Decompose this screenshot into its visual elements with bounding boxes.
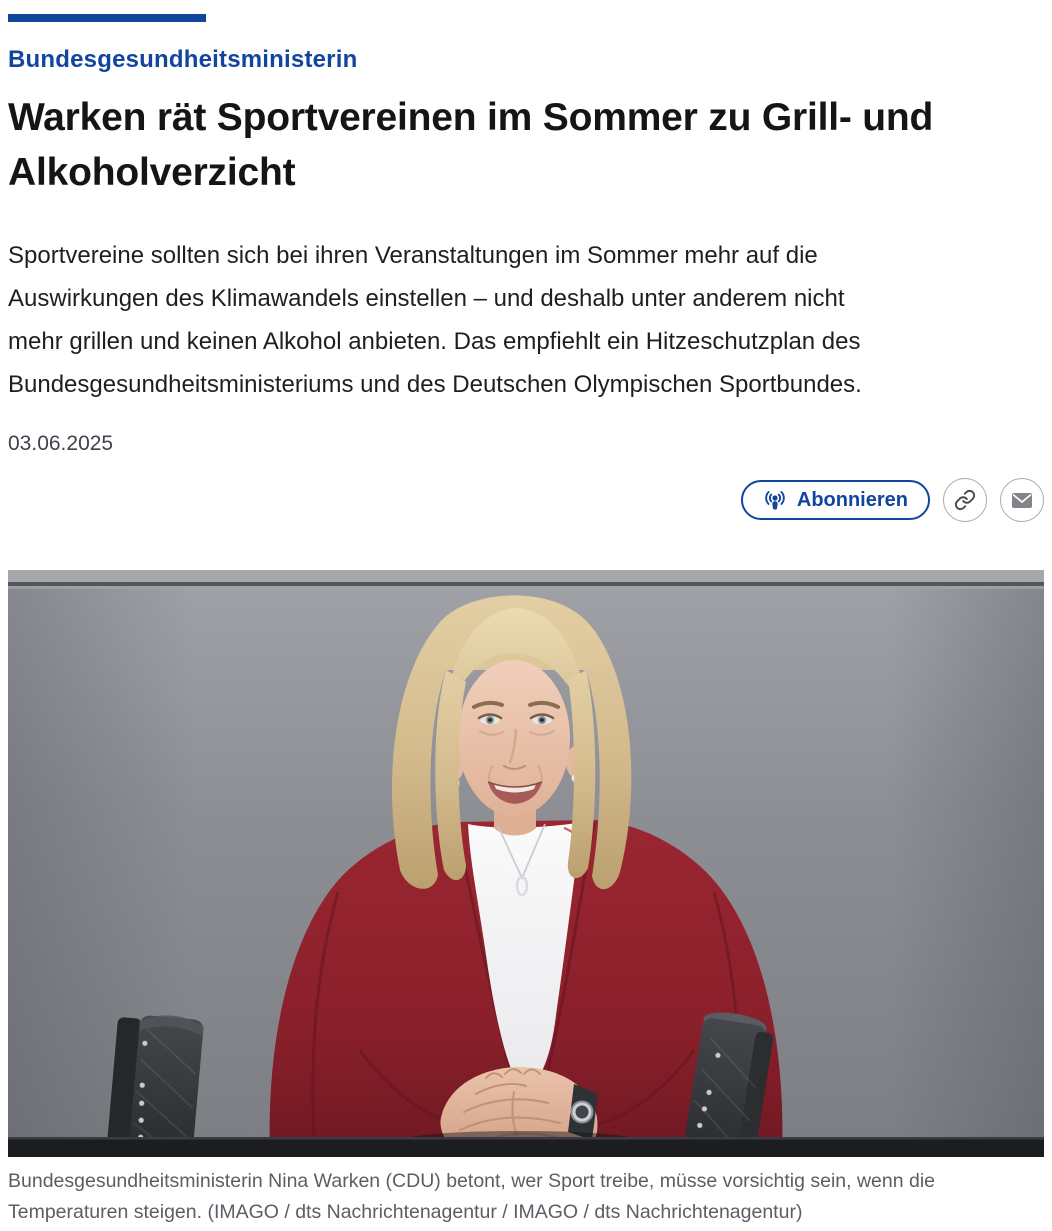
caption-line: Bundesgesundheitsministerin Nina Warken (CDU) betont, wer Sport treibe, müsse vorsichtig sein, wenn die [8,1170,936,1192]
mail-icon [1011,492,1033,509]
page-title [8,90,1044,200]
lead-paragraph [8,234,1044,406]
share-link-button[interactable] [943,478,987,522]
subscribe-button[interactable] [741,480,930,520]
publish-date: 03.06.2025 [8,432,114,455]
podcast-icon [763,488,787,512]
subscribe-button-label: Abonnieren [796,488,908,511]
lead-line: Sportvereine sollten sich bei ihren Veranstaltungen im Sommer mehr auf die [8,242,818,269]
kicker: Bundesgesundheitsministerin [8,46,358,73]
headline-line: Warken rät Sportvereinen im Sommer zu Grill- und [8,96,934,139]
link-icon [954,489,976,511]
image-caption [8,1166,1044,1228]
article-image [8,570,1044,1157]
lead-line: Auswirkungen des Klimawandels einstellen – und deshalb unter anderem nicht [8,285,845,312]
headline-line: Alkoholverzicht [8,151,296,194]
email-button[interactable] [1000,478,1044,522]
caption-line: Temperaturen steigen. (IMAGO / dts Nachrichtenagentur / IMAGO / dts Nachrichtenagentur) [8,1201,803,1223]
lead-line: mehr grillen und keinen Alkohol anbieten. Das empfiehlt ein Hitzeschutzplan des [8,328,861,355]
article-figure [8,570,1044,1228]
action-bar [8,478,1044,522]
lead-line: Bundesgesundheitsministeriums und des Deutschen Olympischen Sportbundes. [8,371,862,398]
accent-top-bar [8,14,206,22]
